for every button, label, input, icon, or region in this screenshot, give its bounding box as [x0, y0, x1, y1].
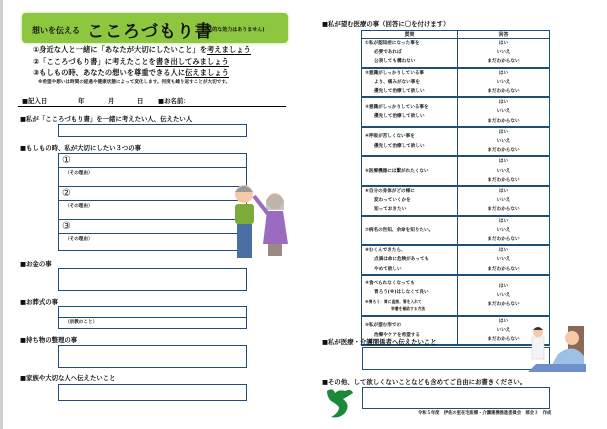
answer-cell: [458, 275, 550, 316]
answer-cell: [458, 156, 550, 186]
answer-option[interactable]: はい: [498, 189, 509, 195]
question-cell: [362, 186, 458, 216]
question-cell: [362, 39, 458, 68]
question-line: ④呼吸が苦しくない事を: [365, 134, 415, 140]
question-header: 質問: [362, 31, 458, 39]
medical-heading: ■私が望む医療の事（回答に〇を付けます）: [322, 20, 450, 28]
question-line: ②意識がしっかりしている事: [365, 70, 425, 76]
question-cell: [362, 156, 458, 186]
answer-header: 回答: [458, 31, 550, 39]
medical-preferences-table: [361, 30, 550, 346]
answer-option[interactable]: いいえ: [496, 328, 511, 334]
share-with-field[interactable]: [58, 124, 247, 137]
elderly-couple-illustration: [230, 182, 292, 260]
answer-option[interactable]: はい: [498, 283, 509, 289]
reason-label-1: （その理由）: [65, 171, 93, 176]
question-line: ⑩私が望む形での: [365, 323, 402, 329]
answer-option[interactable]: まだわからない: [487, 337, 520, 343]
question-line: 公表しても構わない: [374, 59, 416, 65]
answer-cell: [458, 245, 550, 275]
title-banner: [22, 13, 288, 43]
answer-option[interactable]: はい: [498, 159, 509, 165]
answer-cell: [458, 97, 550, 127]
answer-option[interactable]: まだわからない: [487, 301, 520, 307]
money-heading: ■お金の事: [20, 260, 52, 268]
medical-row: [362, 156, 550, 186]
medical-row: [362, 39, 550, 68]
question-line: ⑥自分の身体がどの様に: [365, 189, 415, 195]
question-line: 優先して治療して欲しい: [374, 114, 425, 120]
answer-cell: [458, 68, 550, 98]
question-cell: [362, 68, 458, 98]
page-edge: [0, 0, 3, 429]
belongings-heading: ■持ち物の整理の事: [20, 336, 78, 344]
question-line: ⑤医療機器には繋がれたくない: [365, 168, 429, 174]
question-line: 必要であれば: [374, 50, 402, 56]
organization-logo: [325, 387, 355, 419]
family-heading: ■家族や大切な人へ伝えたいこと: [20, 374, 116, 382]
entry-date-label: ■記入日: [22, 97, 48, 105]
answer-option[interactable]: はい: [498, 100, 509, 106]
answer-option[interactable]: はい: [498, 129, 509, 135]
to-staff-heading: ■私が医療・介護関係者へ伝えたいこと: [322, 338, 437, 346]
step-1: ①身近な人と一緒に「あなたが大切にしたいこと」を考えましょう: [33, 45, 251, 54]
medical-row: [362, 127, 550, 157]
medical-row: [362, 68, 550, 98]
question-line: 優先して治療して欲しい: [374, 89, 425, 95]
three-things-heading: ■もしもの時、私が大切にしたい３つの事: [20, 144, 142, 152]
question-line: 優先して治療して欲しい: [374, 143, 425, 149]
answer-option[interactable]: いいえ: [496, 79, 511, 85]
question-line: 治療やケアを希望する: [374, 332, 420, 338]
answer-option[interactable]: まだわからない: [487, 237, 520, 243]
question-line: ⑦病名の告知、余命を知りたい。: [365, 227, 434, 233]
medical-row: [362, 186, 550, 216]
to-staff-field[interactable]: [362, 347, 550, 370]
medical-row: [362, 245, 550, 275]
answer-option[interactable]: いいえ: [496, 50, 511, 56]
question-cell: [362, 245, 458, 275]
question-cell: [362, 97, 458, 127]
answer-option[interactable]: まだわからない: [487, 59, 520, 65]
question-line: ①私が認知症になった事を: [365, 41, 420, 46]
month-label: 月: [108, 97, 115, 105]
answer-option[interactable]: まだわからない: [487, 177, 520, 183]
funeral-field[interactable]: [58, 306, 247, 329]
answer-option[interactable]: いいえ: [496, 227, 511, 233]
question-line: やめて欲しい: [374, 266, 402, 272]
footer-credit: 令和５年度 伊佐の里在宅医療・介護連携推進委員会 部会３ 作成: [418, 411, 552, 416]
funeral-heading: ■お葬式の事: [20, 298, 58, 306]
name-label: ■お名前：: [158, 97, 190, 105]
question-line: ⑨食べられなくなっても: [365, 281, 415, 287]
item-2-number: ②: [62, 188, 71, 199]
family-field[interactable]: [58, 384, 247, 401]
question-line: 変わっていくかを: [374, 198, 411, 204]
question-line: より、痛みがない事を: [374, 79, 420, 85]
answer-option[interactable]: まだわからない: [487, 266, 520, 272]
answer-option[interactable]: いいえ: [496, 198, 511, 204]
legal-note: (法的な効力はありません): [205, 27, 265, 33]
item-3-number: ③: [62, 221, 71, 232]
answer-option[interactable]: いいえ: [496, 168, 511, 174]
answer-cell: [458, 127, 550, 157]
answer-option[interactable]: いいえ: [496, 109, 511, 115]
question-line: ③意識がしっかりしている事を: [365, 104, 429, 110]
question-cell: [362, 216, 458, 246]
answer-option[interactable]: まだわからない: [487, 118, 520, 124]
medical-row: [362, 216, 550, 246]
entry-underline: [18, 106, 286, 107]
other-field[interactable]: [362, 387, 550, 409]
medical-row: [362, 275, 550, 316]
answer-option[interactable]: まだわからない: [487, 148, 520, 154]
question-cell: [362, 275, 458, 316]
item-1-number: ①: [62, 155, 71, 166]
answer-option[interactable]: はい: [498, 218, 509, 224]
answer-cell: [458, 39, 550, 68]
share-with-heading: ■私が「こころづもり書」を一緒に考えたい人、伝えたい人: [20, 115, 193, 123]
answer-cell: [458, 216, 550, 246]
day-label: 日: [137, 97, 144, 105]
answer-option[interactable]: いいえ: [496, 292, 511, 298]
year-label: 年: [78, 97, 85, 105]
answer-option[interactable]: はい: [498, 41, 509, 46]
question-line: ⑧むくんできたら、: [365, 248, 406, 254]
answer-option[interactable]: はい: [498, 318, 509, 324]
other-heading: ■その他、して欲しくないことなども含めてご自由にお書きください。: [322, 378, 527, 386]
belongings-field[interactable]: [58, 345, 247, 368]
three-things-field[interactable]: [58, 153, 247, 251]
answer-cell: [458, 186, 550, 216]
step-3: ③もしもの時、あなたの想いを尊重できる人に伝えましょう: [33, 68, 229, 77]
title-prefix: 想いを伝える: [32, 26, 80, 35]
step-2: ②「こころづもり書」に考えたことを書き出してみましょう: [33, 57, 229, 66]
answer-option[interactable]: いいえ: [496, 139, 511, 145]
answer-option[interactable]: はい: [498, 248, 509, 254]
question-line: 知っておきたい: [374, 207, 407, 213]
reason-label-3: （その理由）: [65, 237, 93, 242]
answer-option[interactable]: まだわからない: [487, 207, 520, 213]
question-line: 点滴は命に危険があっても: [374, 257, 430, 263]
question-cell: [362, 127, 458, 157]
caution-note: ※希望や想いは時間の経過や健康状態によって変化します。何度も繰り返すことが大切です。: [38, 80, 231, 85]
doctor-patient-illustration: [528, 324, 586, 372]
page-title: こころづもり書: [87, 22, 213, 42]
gastrostomy-footnote: 栄養を補給する方法: [391, 305, 426, 311]
medical-row: [362, 97, 550, 127]
answer-option[interactable]: まだわからない: [487, 89, 520, 95]
money-field[interactable]: [58, 268, 247, 291]
reason-label-2: （その理由）: [65, 204, 93, 209]
answer-option[interactable]: いいえ: [496, 257, 511, 263]
answer-option[interactable]: はい: [498, 70, 509, 76]
gastrostomy-footnote: ※胃ろう：胃に直接、管を入れて: [365, 298, 422, 304]
religion-label: （宗教のこと）: [65, 320, 98, 325]
question-line: 胃ろう(※)はしなくて良い: [374, 290, 429, 296]
